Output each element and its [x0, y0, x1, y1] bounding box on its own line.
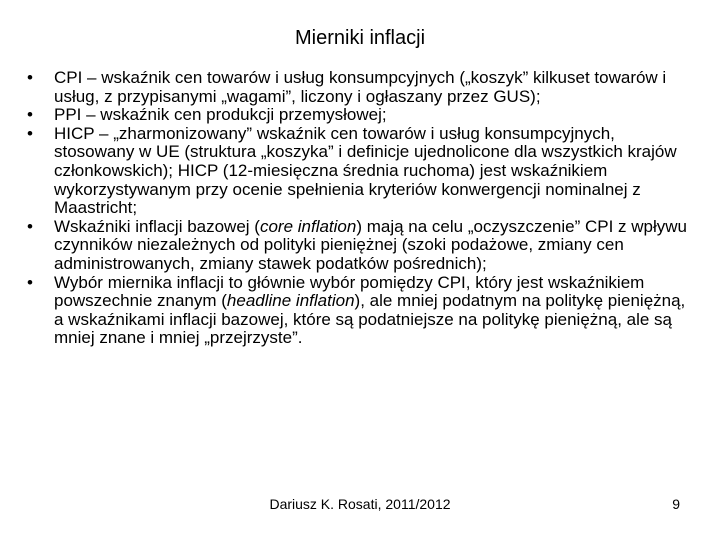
bullet-marker: •	[27, 68, 33, 87]
bullet-text: HICP – „zharmonizowany” wskaźnik cen towarów i usług konsumpcyjnych, stosowany w UE (struktura „koszyka” i definicje ujednolicone dla wszystkich krajów członkowskich); HICP (12-miesięczna średnia ruchoma) jest wskaźnikiem wykorzystywanym przy ocenie spełnienia kryteriów konwergencji nominalnej z Maastricht;	[54, 123, 677, 218]
bullet-text-part2: ), ale mniej podatnym na politykę pieniężną, a wskaźnikami inflacji bazowej, które są podatniejsze na politykę pieniężną, ale są mniej znane i mniej „przejrzyste”.	[54, 291, 686, 348]
bullet-item-ppi	[27, 106, 699, 125]
page-number: 9	[672, 496, 680, 512]
bullet-text: CPI – wskaźnik cen towarów i usług konsumpcyjnych („koszyk” kilkuset towarów i usług, z przypisanymi „wagami”, liczony i ogłaszany przez GUS);	[54, 68, 667, 106]
bullet-item-cpi	[27, 69, 699, 106]
bullet-item-measure-choice	[27, 274, 699, 348]
bullet-marker: •	[27, 216, 33, 236]
bullet-text-part1: Wybór miernika inflacji to głównie wybór pomiędzy CPI, który jest wskaźnikiem powszechnie znanym (	[54, 272, 645, 311]
bullet-text-italic: core inflation	[259, 216, 357, 236]
bullet-item-core-inflation	[27, 218, 699, 274]
bullet-marker: •	[27, 123, 33, 143]
bullet-item-hicp	[27, 125, 699, 218]
bullet-text: PPI – wskaźnik cen produkcji przemysłowej;	[54, 105, 387, 125]
slide-title: Mierniki inflacji	[294, 27, 426, 49]
bullet-list	[27, 69, 699, 348]
bullet-text-part2: ) mają na celu „oczyszczenie” CPI z wpływu czynników niezależnych od polityki pieniężnej (szoki podażowe, zmiany cen administrowanych, zmiany stawek podatków pośrednich);	[54, 216, 688, 273]
bullet-text-italic: headline inflation	[226, 291, 355, 311]
bullet-marker: •	[27, 272, 33, 292]
footer-author: Dariusz K. Rosati, 2011/2012	[269, 496, 451, 512]
bullet-text-part1: Wskaźniki inflacji bazowej (	[54, 216, 260, 236]
bullet-marker: •	[27, 105, 33, 125]
